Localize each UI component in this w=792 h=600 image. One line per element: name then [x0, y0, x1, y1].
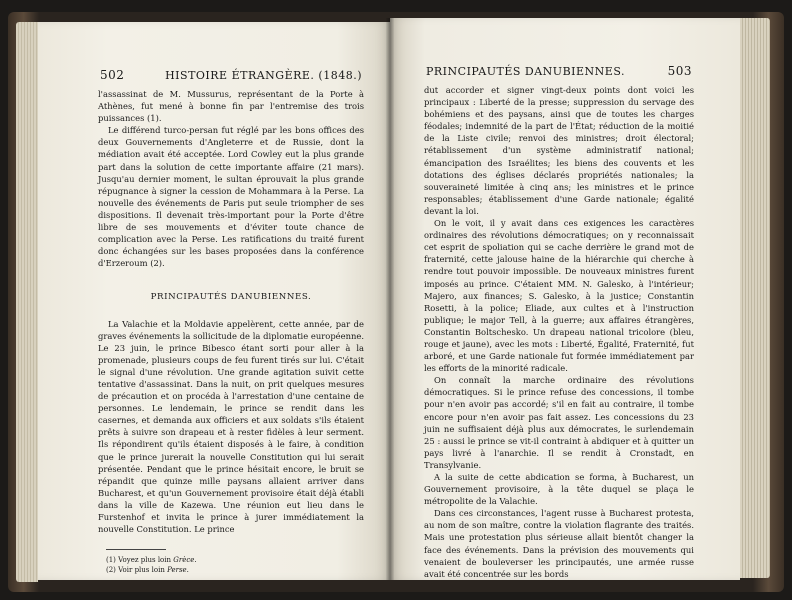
- paragraph: Le différend turco-persan fut réglé par les bons offices des deux Gouvernements d'Angleterre et de Russie, dont la médiation avait été acceptée. Lord Cowley eut la plus grande part dans la solution de cette importante affaire (21 mars). Jusqu'au dernier moment, le sultan éprouvait la plus grande répugnance à signer la cession de Mohammara à la Perse. La nouvelle des événements de Paris put seule triompher de ses dispositions. Il devenait très-important pour la Porte d'être libre de ses mouvements et d'éviter toute chance de complication avec la Perse. Les ratifications du traité furent donc échangées sur les bases proposées dans la conférence d'Erzeroum (2).: [98, 125, 364, 269]
- footnotes: [106, 555, 364, 575]
- right-page-header: [426, 64, 692, 78]
- left-page-body: [98, 88, 364, 575]
- footnote-ref: Perse.: [167, 566, 189, 575]
- paragraph: l'assassinat de M. Mussurus, représentant de la Porte à Athènes, fut mené à bonne fin par l'entremise des trois puissances (1).: [98, 89, 364, 124]
- page-edges-right: [740, 18, 770, 578]
- right-running-head: PRINCIPAUTÉS DANUBIENNES.: [426, 65, 625, 78]
- paragraph: La Valachie et la Moldavie appelèrent, cette année, par de graves événements la sollicitude de la diplomatie européenne. Le 23 juin, le prince Bibesco étant sorti pour aller à la promenade, plusieurs coups de feu furent tirés sur lui. C'était le signal d'une révolution. Une grande agitation suivit cette tentative d'assassinat. Dans la nuit, on prit quelques mesures de précaution et on procéda à l'arrestation d'une centaine de personnes. Le lendemain, le prince se rendit dans les casernes, et demanda aux officiers et aux soldats s'ils étaient prêts à suivre son drapeau et à rester fidèles à leur serment. Ils répondirent qu'ils étaient disposés à le faire, à condition que le prince jurerait la nouvelle Constitution qui lui serait présentée. Pendant que le prince hésitait encore, le bruit se répandit que quinze mille paysans allaient arriver dans Bucharest, et qu'un Gouvernement provisoire était déjà établi dans la ville de Kazewa. Une réunion eut lieu dans le Furstenhof et invita le prince à jurer immédiatement la nouvelle Constitution. Le prince: [98, 318, 364, 535]
- left-page-number: 502: [100, 68, 125, 82]
- footnote-ref: Grèce.: [173, 556, 197, 565]
- paragraph: Dans ces circonstances, l'agent russe à Bucharest protesta, au nom de son maître, contre la violation flagrante des traités. Mais une protestation plus sérieuse allait bientôt changer la face des événements. Dans la prévision des mouvements qui venaient de bouleverser les principautés, une armée russe avait été concentrée sur les bords: [424, 508, 694, 579]
- right-page: [390, 18, 740, 580]
- left-page: [38, 22, 390, 580]
- footnote: (2) Voir plus loin Perse.: [106, 566, 189, 575]
- footnote-rule: [106, 549, 166, 550]
- right-page-number: 503: [667, 64, 692, 78]
- left-running-head: HISTOIRE ÉTRANGÈRE. (1848.): [165, 69, 362, 82]
- paragraph: dut accorder et signer vingt-deux points dont voici les principaux : Liberté de la presse; suppression du servage des bohémiens et des paysans, ainsi que de toutes les charges féodales; indemnité de la part de l'État; réduction de la moitié de la Liste civile; renvoi des ministres; droit électoral; rétablissement d'un système administratif national; émancipation des Israélites; les biens des couvents et les dotations des églises déclarés propriétés nationales; la souveraineté limitée à cinq ans; les ministres et le prince responsables; établissement d'une Garde nationale; égalité devant la loi.: [424, 85, 694, 216]
- paragraph: On le voit, il y avait dans ces exigences les caractères ordinaires des révolutions démocratiques; on y reconnaissait cet esprit de spoliation qui se cache derrière le grand mot de fraternité, cette jalouse haine de la hiérarchie qui cherche à rendre tout pouvoir impossible. De nouveaux ministres furent imposés au prince. C'étaient MM. N. Galesko, à l'intérieur; Majero, aux finances; S. Galesko, à la justice; Constantin Rosetti, à la police; Eliade, aux cultes et à l'instruction publique; le major Tell, à la guerre; aux affaires étrangères, Constantin Boltschesko. Un drapeau national tricolore (bleu, rouge et jaune), avec les mots : Liberté, Égalité, Fraternité, fut arboré, et une Garde nationale fut formée immédiatement par les efforts de la minorité radicale.: [424, 218, 694, 374]
- left-page-header: [100, 68, 362, 82]
- page-edges-left: [16, 22, 38, 582]
- paragraph: A la suite de cette abdication se forma, à Bucharest, un Gouvernement provisoire, à la tête duquel se plaça le métropolite de la Valachie.: [424, 472, 694, 507]
- footnote: (1) Voyez plus loin Grèce.: [106, 556, 197, 565]
- right-page-body: [424, 84, 694, 580]
- paragraph: On connaît la marche ordinaire des révolutions démocratiques. Si le prince refuse des concessions, il tombe pour n'en avoir pas accordé; s'il en fait au contraire, il tombe encore pour n'en avoir pas fait assez. Les concessions du 23 juin ne suffisaient déjà plus aux démocrates, le surlendemain 25 : aussi le prince se vit-il contraint à abdiquer et à quitter un pays livré à l'anarchie. Il se rendit à Cronstadt, en Transylvanie.: [424, 375, 694, 470]
- section-title: PRINCIPAUTÉS DANUBIENNES.: [150, 292, 312, 303]
- book-gutter: [386, 18, 394, 580]
